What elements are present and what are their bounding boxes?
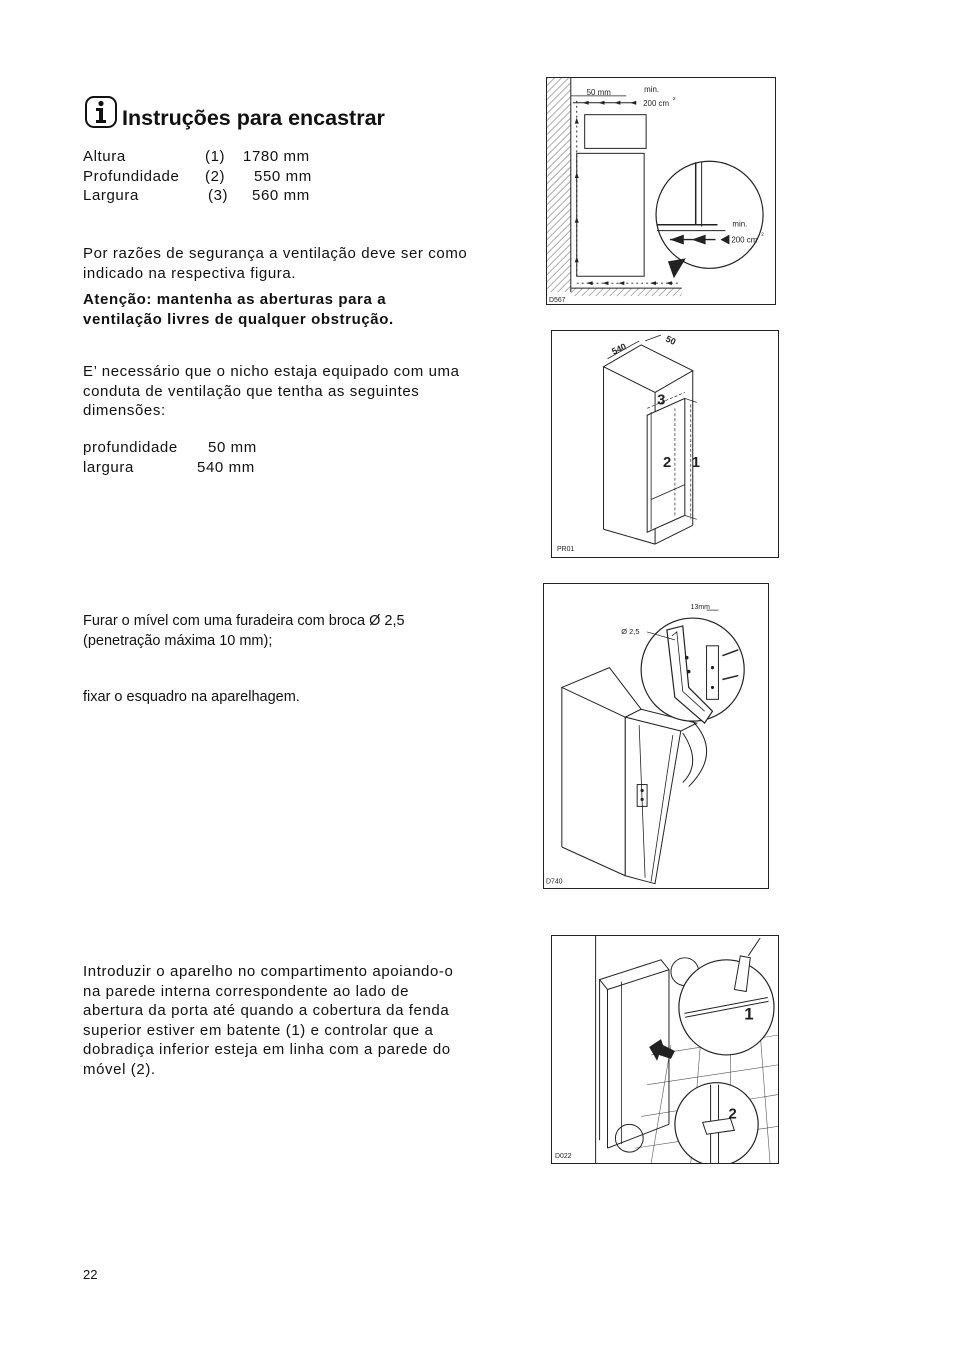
fix-paragraph: fixar o esquadro na aparelhagem. <box>83 689 300 705</box>
label-13mm: 13mm <box>690 604 710 612</box>
svg-text:2: 2 <box>761 232 764 238</box>
dimension-row-profundidade: Profundidade (2) 550 mm <box>83 167 312 185</box>
duct-dim-depth: profundidade 50 mm <box>83 439 257 456</box>
label-min-top: min. <box>644 84 660 94</box>
label-2: 2 <box>663 454 672 471</box>
label-3: 3 <box>657 392 666 409</box>
label-50mm: 50 mm <box>586 87 611 97</box>
ventilation-figure <box>546 77 776 305</box>
dimension-row-altura: Altura (1) 1780 mm <box>83 148 310 165</box>
niche-dimensions-figure <box>551 330 779 558</box>
page-title: Instruções para encastrar <box>122 106 385 130</box>
label-drill-diameter: Ø 2,5 <box>621 626 640 636</box>
attention-paragraph: Atenção: mantenha as aberturas para a ventilação livres de qualquer obstrução. <box>83 291 394 328</box>
dimensions-list <box>83 148 403 207</box>
label-min-mid: min. <box>732 219 748 229</box>
label-540: 540 <box>610 341 628 357</box>
dimension-row-largura: Largura (3) 560 mm <box>83 187 310 204</box>
drilling-figure <box>543 583 769 889</box>
insertion-figure <box>551 935 779 1164</box>
duct-dimensions <box>83 439 343 478</box>
label-1: 1 <box>744 1004 754 1024</box>
insert-paragraph: Introduzir o aparelho no compartimento apoiando-o na parede interna correspondente ao lado de abertura da porta até quando a cobertura da fenda superior estiver em batente (1) e controlar que a dobradiça inferior esteja em linha com a parede do móvel (2). <box>83 963 454 1078</box>
label-area-mid: 200 cm <box>731 235 758 245</box>
figure-code-d740: D740 <box>545 878 563 886</box>
figure-code-d567: D567 <box>548 297 566 304</box>
label-50: 50 <box>664 333 678 347</box>
label-1: 1 <box>691 454 701 471</box>
duct-dim-width: largura 540 mm <box>83 458 255 476</box>
drill-paragraph: Furar o mível com uma furadeira com broca Ø 2,5 (penetração máxima 10 mm); <box>83 613 405 649</box>
info-icon <box>84 95 120 129</box>
figure-code-pr01: PR01 <box>556 546 575 554</box>
page-number: 22 <box>83 1267 98 1282</box>
duct-paragraph: E’ necessário que o nicho estaja equipado com uma conduta de ventilação que tentha as seguintes dimensões: <box>83 363 460 419</box>
ventilation-paragraph: Por razões de segurança a ventilação deve ser como indicado na respectiva figura. <box>83 245 468 282</box>
label-2: 2 <box>728 1106 737 1123</box>
figure-code-d022: D022 <box>554 1153 572 1161</box>
svg-text:2: 2 <box>672 96 676 102</box>
label-area-top: 200 cm <box>643 98 670 108</box>
